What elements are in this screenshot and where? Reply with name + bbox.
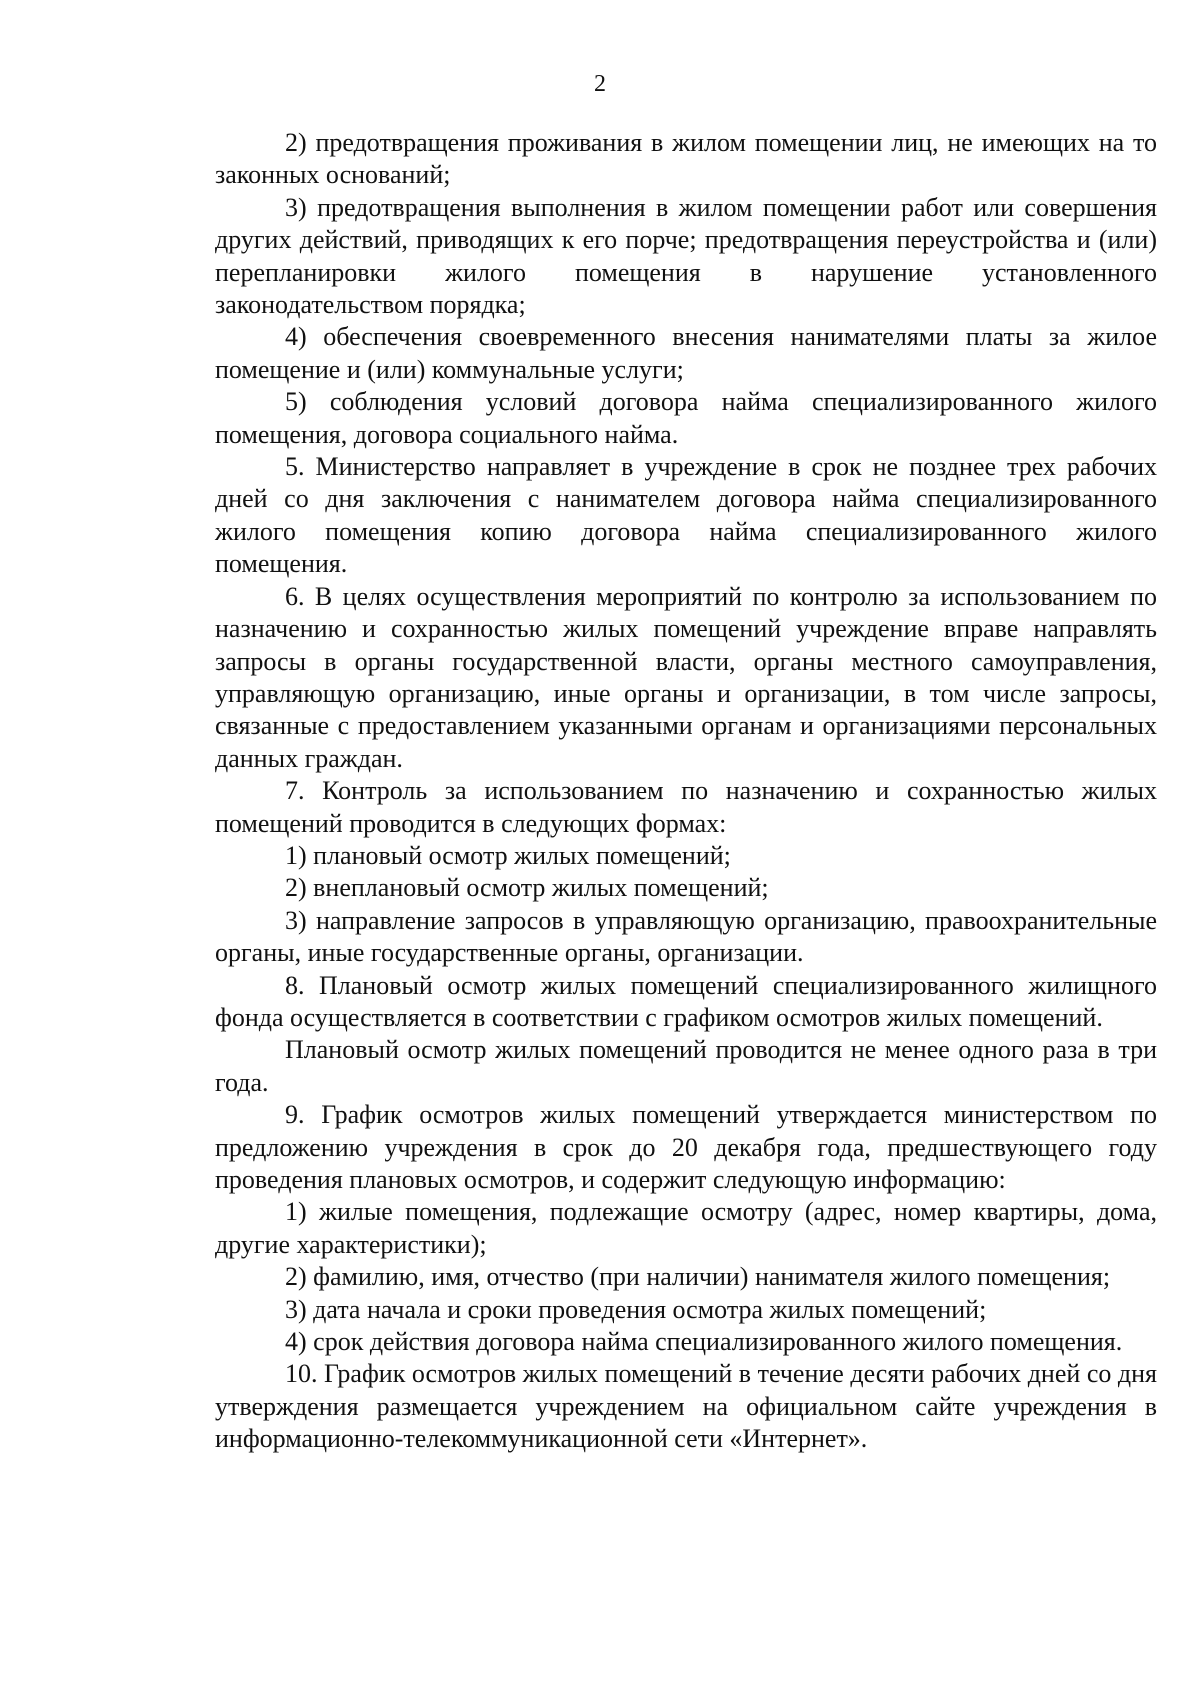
paragraph: 6. В целях осуществления мероприятий по контролю за использованием по назначению и сохранностью жилых помещений учреждение вправе направлять запросы в органы государственной власти, органы местного самоуправления, управляющую организацию, иные органы и организации, в том числе запросы, связанные с предоставлением указанными органам и организациями персональных данных граждан.	[215, 581, 1157, 773]
paragraph: 1) плановый осмотр жилых помещений;	[285, 840, 731, 870]
paragraph: 4) срок действия договора найма специализированного жилого помещения.	[285, 1327, 1123, 1357]
document-body	[215, 127, 1157, 1456]
paragraph: 8. Плановый осмотр жилых помещений специализированного жилищного фонда осуществляется в соответствии с графиком осмотров жилых помещений.	[215, 970, 1157, 1032]
paragraph: 2) фамилию, имя, отчество (при наличии) нанимателя жилого помещения;	[285, 1262, 1111, 1292]
paragraph: 3) предотвращения выполнения в жилом помещении работ или совершения других действий, приводящих к его порче; предотвращения переустройства и (или) перепланировки жилого помещения в нарушение установленного законодательством порядка;	[215, 192, 1157, 320]
paragraph: 4) обеспечения своевременного внесения нанимателями платы за жилое помещение и (или) коммунальные услуги;	[215, 322, 1157, 384]
paragraph: 3) направление запросов в управляющую организацию, правоохранительные органы, иные государственные органы, организации.	[215, 905, 1157, 968]
paragraph: 10. График осмотров жилых помещений в течение десяти рабочих дней со дня утверждения размещается учреждением на официальном сайте учреждения в информационно-телекоммуникационной сети «Интернет».	[215, 1359, 1157, 1454]
paragraph: Плановый осмотр жилых помещений проводится не менее одного раза в три года.	[215, 1035, 1157, 1097]
paragraph: 5) соблюдения условий договора найма специализированного жилого помещения, договора социального найма.	[215, 387, 1157, 449]
paragraph: 1) жилые помещения, подлежащие осмотру (адрес, номер квартиры, дома, другие характеристики);	[215, 1197, 1157, 1259]
page-number: 2	[594, 71, 606, 97]
paragraph: 5. Министерство направляет в учреждение в срок не позднее трех рабочих дней со дня заключения с нанимателем договора найма специализированного жилого помещения копию договора найма специализированного жилого помещения.	[215, 452, 1157, 579]
paragraph: 9. График осмотров жилых помещений утверждается министерством по предложению учреждения в срок до 20 декабря года, предшествующего году проведения плановых осмотров, и содержит следующую информацию:	[215, 1100, 1157, 1194]
paragraph: 7. Контроль за использованием по назначению и сохранностью жилых помещений проводится в следующих формах:	[215, 776, 1157, 838]
paragraph: 2) предотвращения проживания в жилом помещении лиц, не имеющих на то законных оснований;	[215, 128, 1157, 190]
paragraph: 2) внеплановый осмотр жилых помещений;	[285, 873, 769, 903]
paragraph: 3) дата начала и сроки проведения осмотра жилых помещений;	[285, 1294, 987, 1324]
